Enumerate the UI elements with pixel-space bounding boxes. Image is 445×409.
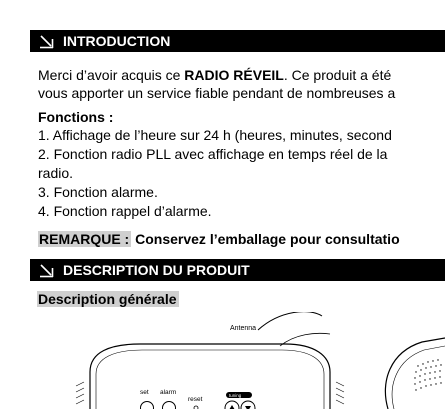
remark-label: REMARQUE : [39,231,130,247]
intro-paragraph-line-2: vous apporter un service fiable pendant de nombreuses a [38,85,396,101]
alarm-label: alarm [160,389,177,396]
intro-text-end: . Ce produit a été [283,67,392,83]
introduction-title: INTRODUCTION [63,33,171,49]
function-item: 2. Fonction radio PLL avec affichage en temps réel de la [38,146,388,162]
product-name: RADIO RÉVEIL [184,67,284,83]
set-label: set [140,389,149,396]
antenna-wire [258,312,322,330]
arrow-down-right-icon [39,263,54,278]
intro-text: Merci d’avoir acquis ce [38,67,185,83]
function-item: 1. Affichage de l’heure sur 24 h (heures, minutes, second [38,127,392,143]
left-speaker-grille [76,382,84,404]
tuning-label: tuning [229,393,242,398]
description-title: DESCRIPTION DU PRODUIT [63,262,250,278]
general-description-line [37,291,179,308]
functions-title: Fonctions : [38,109,114,125]
introduction-header [30,30,445,52]
description-header [30,259,445,281]
radio-side-view [385,338,445,409]
intro-paragraph-line-1 [38,67,391,84]
arrow-down-right-icon [39,34,54,49]
antenna-label: Antenna [230,325,257,332]
function-item: 3. Fonction alarme. [38,184,158,200]
set-button [141,402,154,409]
general-description-subheader: Description générale [38,291,177,307]
radio-alarm-clock-illustration [30,312,445,409]
remark-line [38,231,400,248]
alarm-button [163,402,176,409]
remark-text: Conservez l’emballage pour consultatio [131,231,400,247]
reset-label: reset [188,396,203,403]
function-item: 4. Fonction rappel d’alarme. [38,203,212,219]
side-speaker-holes [414,359,441,390]
radio-body-outline [90,344,330,409]
right-speaker-grille [336,382,344,404]
function-item-continuation: radio. [38,165,74,181]
